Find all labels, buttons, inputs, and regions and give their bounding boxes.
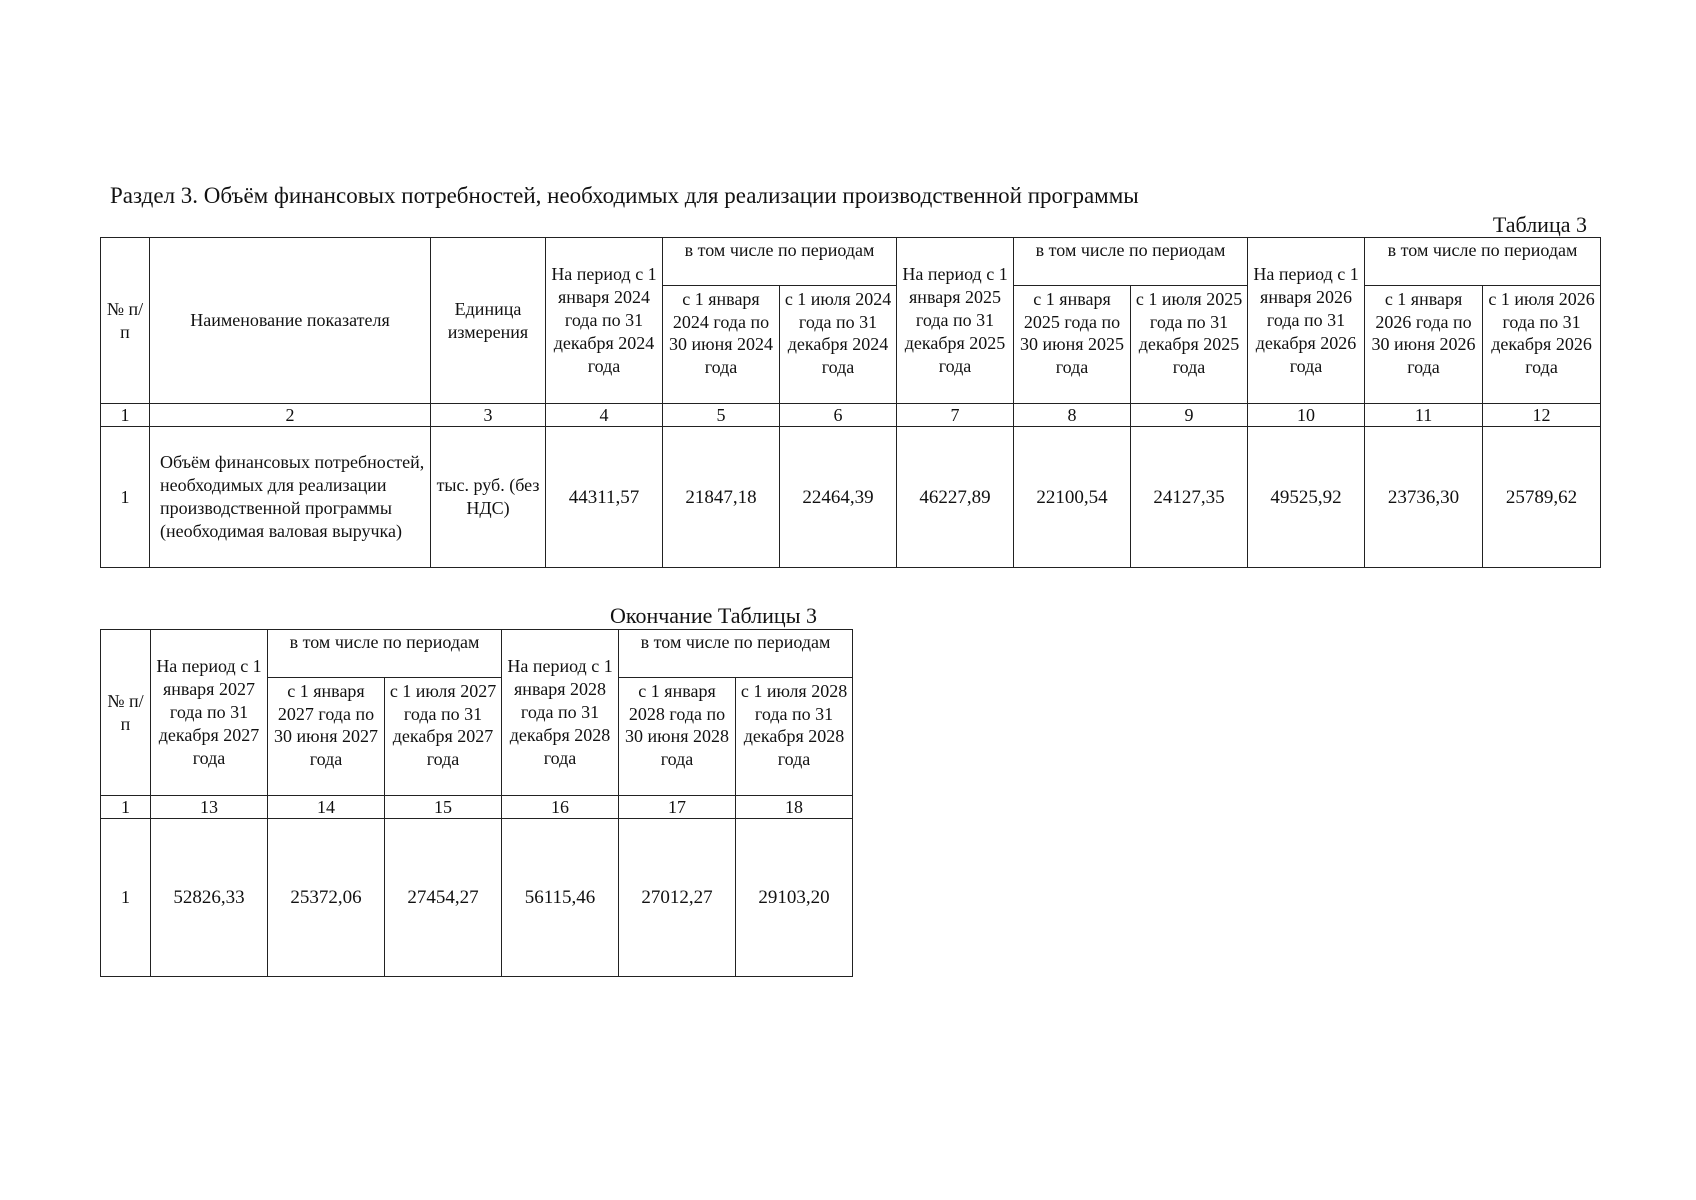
header-num: № п/п — [101, 238, 150, 404]
header-2024-h1: с 1 января 2024 года по 30 июня 2024 года — [663, 286, 780, 404]
value-2027-h2: 27454,27 — [385, 819, 502, 977]
header-2027-h2: с 1 июля 2027 года по 31 декабря 2027 года — [385, 678, 502, 796]
header-indicator-name: Наименование показателя — [150, 238, 431, 404]
header-period-2028: На период с 1 января 2028 года по 31 декабря 2028 года — [502, 630, 619, 796]
header-2025-h1: с 1 января 2025 года по 30 июня 2025 года — [1014, 286, 1131, 404]
column-number: 1 — [101, 796, 151, 819]
value-2025-h2: 24127,35 — [1131, 427, 1248, 568]
header-num: № п/п — [101, 630, 151, 796]
header-2028-h2: с 1 июля 2028 года по 31 декабря 2028 года — [736, 678, 853, 796]
header-2025-h2: с 1 июля 2025 года по 31 декабря 2025 года — [1131, 286, 1248, 404]
column-number: 8 — [1014, 404, 1131, 427]
column-number: 1 — [101, 404, 150, 427]
header-unit: Единица измерения — [431, 238, 546, 404]
column-number: 4 — [546, 404, 663, 427]
column-number: 11 — [1365, 404, 1483, 427]
unit-value: тыс. руб. (без НДС) — [431, 427, 546, 568]
value-2025-h1: 22100,54 — [1014, 427, 1131, 568]
column-number: 2 — [150, 404, 431, 427]
column-number: 3 — [431, 404, 546, 427]
column-number: 17 — [619, 796, 736, 819]
column-number-row — [101, 404, 1601, 427]
column-number: 15 — [385, 796, 502, 819]
value-2027-h1: 25372,06 — [268, 819, 385, 977]
header-group-2025: в том числе по периодам — [1014, 238, 1248, 286]
column-number: 6 — [780, 404, 897, 427]
column-number: 16 — [502, 796, 619, 819]
table-row — [101, 819, 853, 977]
header-2024-h2: с 1 июля 2024 года по 31 декабря 2024 года — [780, 286, 897, 404]
table-caption: Таблица 3 — [1492, 212, 1587, 237]
header-2027-h1: с 1 января 2027 года по 30 июня 2027 года — [268, 678, 385, 796]
column-number: 18 — [736, 796, 853, 819]
header-period-2024: На период с 1 января 2024 года по 31 декабря 2024 года — [546, 238, 663, 404]
column-number: 10 — [1248, 404, 1365, 427]
header-2026-h2: с 1 июля 2026 года по 31 декабря 2026 года — [1483, 286, 1601, 404]
value-2024-h2: 22464,39 — [780, 427, 897, 568]
value-2024: 44311,57 — [546, 427, 663, 568]
column-number: 12 — [1483, 404, 1601, 427]
financial-needs-table — [100, 237, 1601, 568]
value-2026-h1: 23736,30 — [1365, 427, 1483, 568]
table-continuation-caption: Окончание Таблицы 3 — [610, 603, 817, 628]
column-number-row — [101, 796, 853, 819]
header-group-2024: в том числе по периодам — [663, 238, 897, 286]
value-2027: 52826,33 — [151, 819, 268, 977]
section-title: Раздел 3. Объём финансовых потребностей, необходимых для реализации производственной программы — [110, 183, 1139, 208]
value-2026: 49525,92 — [1248, 427, 1365, 568]
value-2028-h2: 29103,20 — [736, 819, 853, 977]
value-2026-h2: 25789,62 — [1483, 427, 1601, 568]
header-2028-h1: с 1 января 2028 года по 30 июня 2028 года — [619, 678, 736, 796]
header-group-2027: в том числе по периодам — [268, 630, 502, 678]
header-group-2028: в том числе по периодам — [619, 630, 853, 678]
row-num: 1 — [101, 819, 151, 977]
value-2028-h1: 27012,27 — [619, 819, 736, 977]
column-number: 9 — [1131, 404, 1248, 427]
column-number: 14 — [268, 796, 385, 819]
row-num: 1 — [101, 427, 150, 568]
header-period-2026: На период с 1 января 2026 года по 31 декабря 2026 года — [1248, 238, 1365, 404]
column-number: 5 — [663, 404, 780, 427]
header-group-2026: в том числе по периодам — [1365, 238, 1601, 286]
column-number: 13 — [151, 796, 268, 819]
header-2026-h1: с 1 января 2026 года по 30 июня 2026 года — [1365, 286, 1483, 404]
value-2024-h1: 21847,18 — [663, 427, 780, 568]
column-number: 7 — [897, 404, 1014, 427]
financial-needs-table-continuation — [100, 629, 853, 977]
header-period-2025: На период с 1 января 2025 года по 31 декабря 2025 года — [897, 238, 1014, 404]
value-2025: 46227,89 — [897, 427, 1014, 568]
table-row — [101, 427, 1601, 568]
indicator-name: Объём финансовых потребностей, необходимых для реализации производственной программы (необходимая валовая выручка) — [150, 427, 431, 568]
header-period-2027: На период с 1 января 2027 года по 31 декабря 2027 года — [151, 630, 268, 796]
value-2028: 56115,46 — [502, 819, 619, 977]
